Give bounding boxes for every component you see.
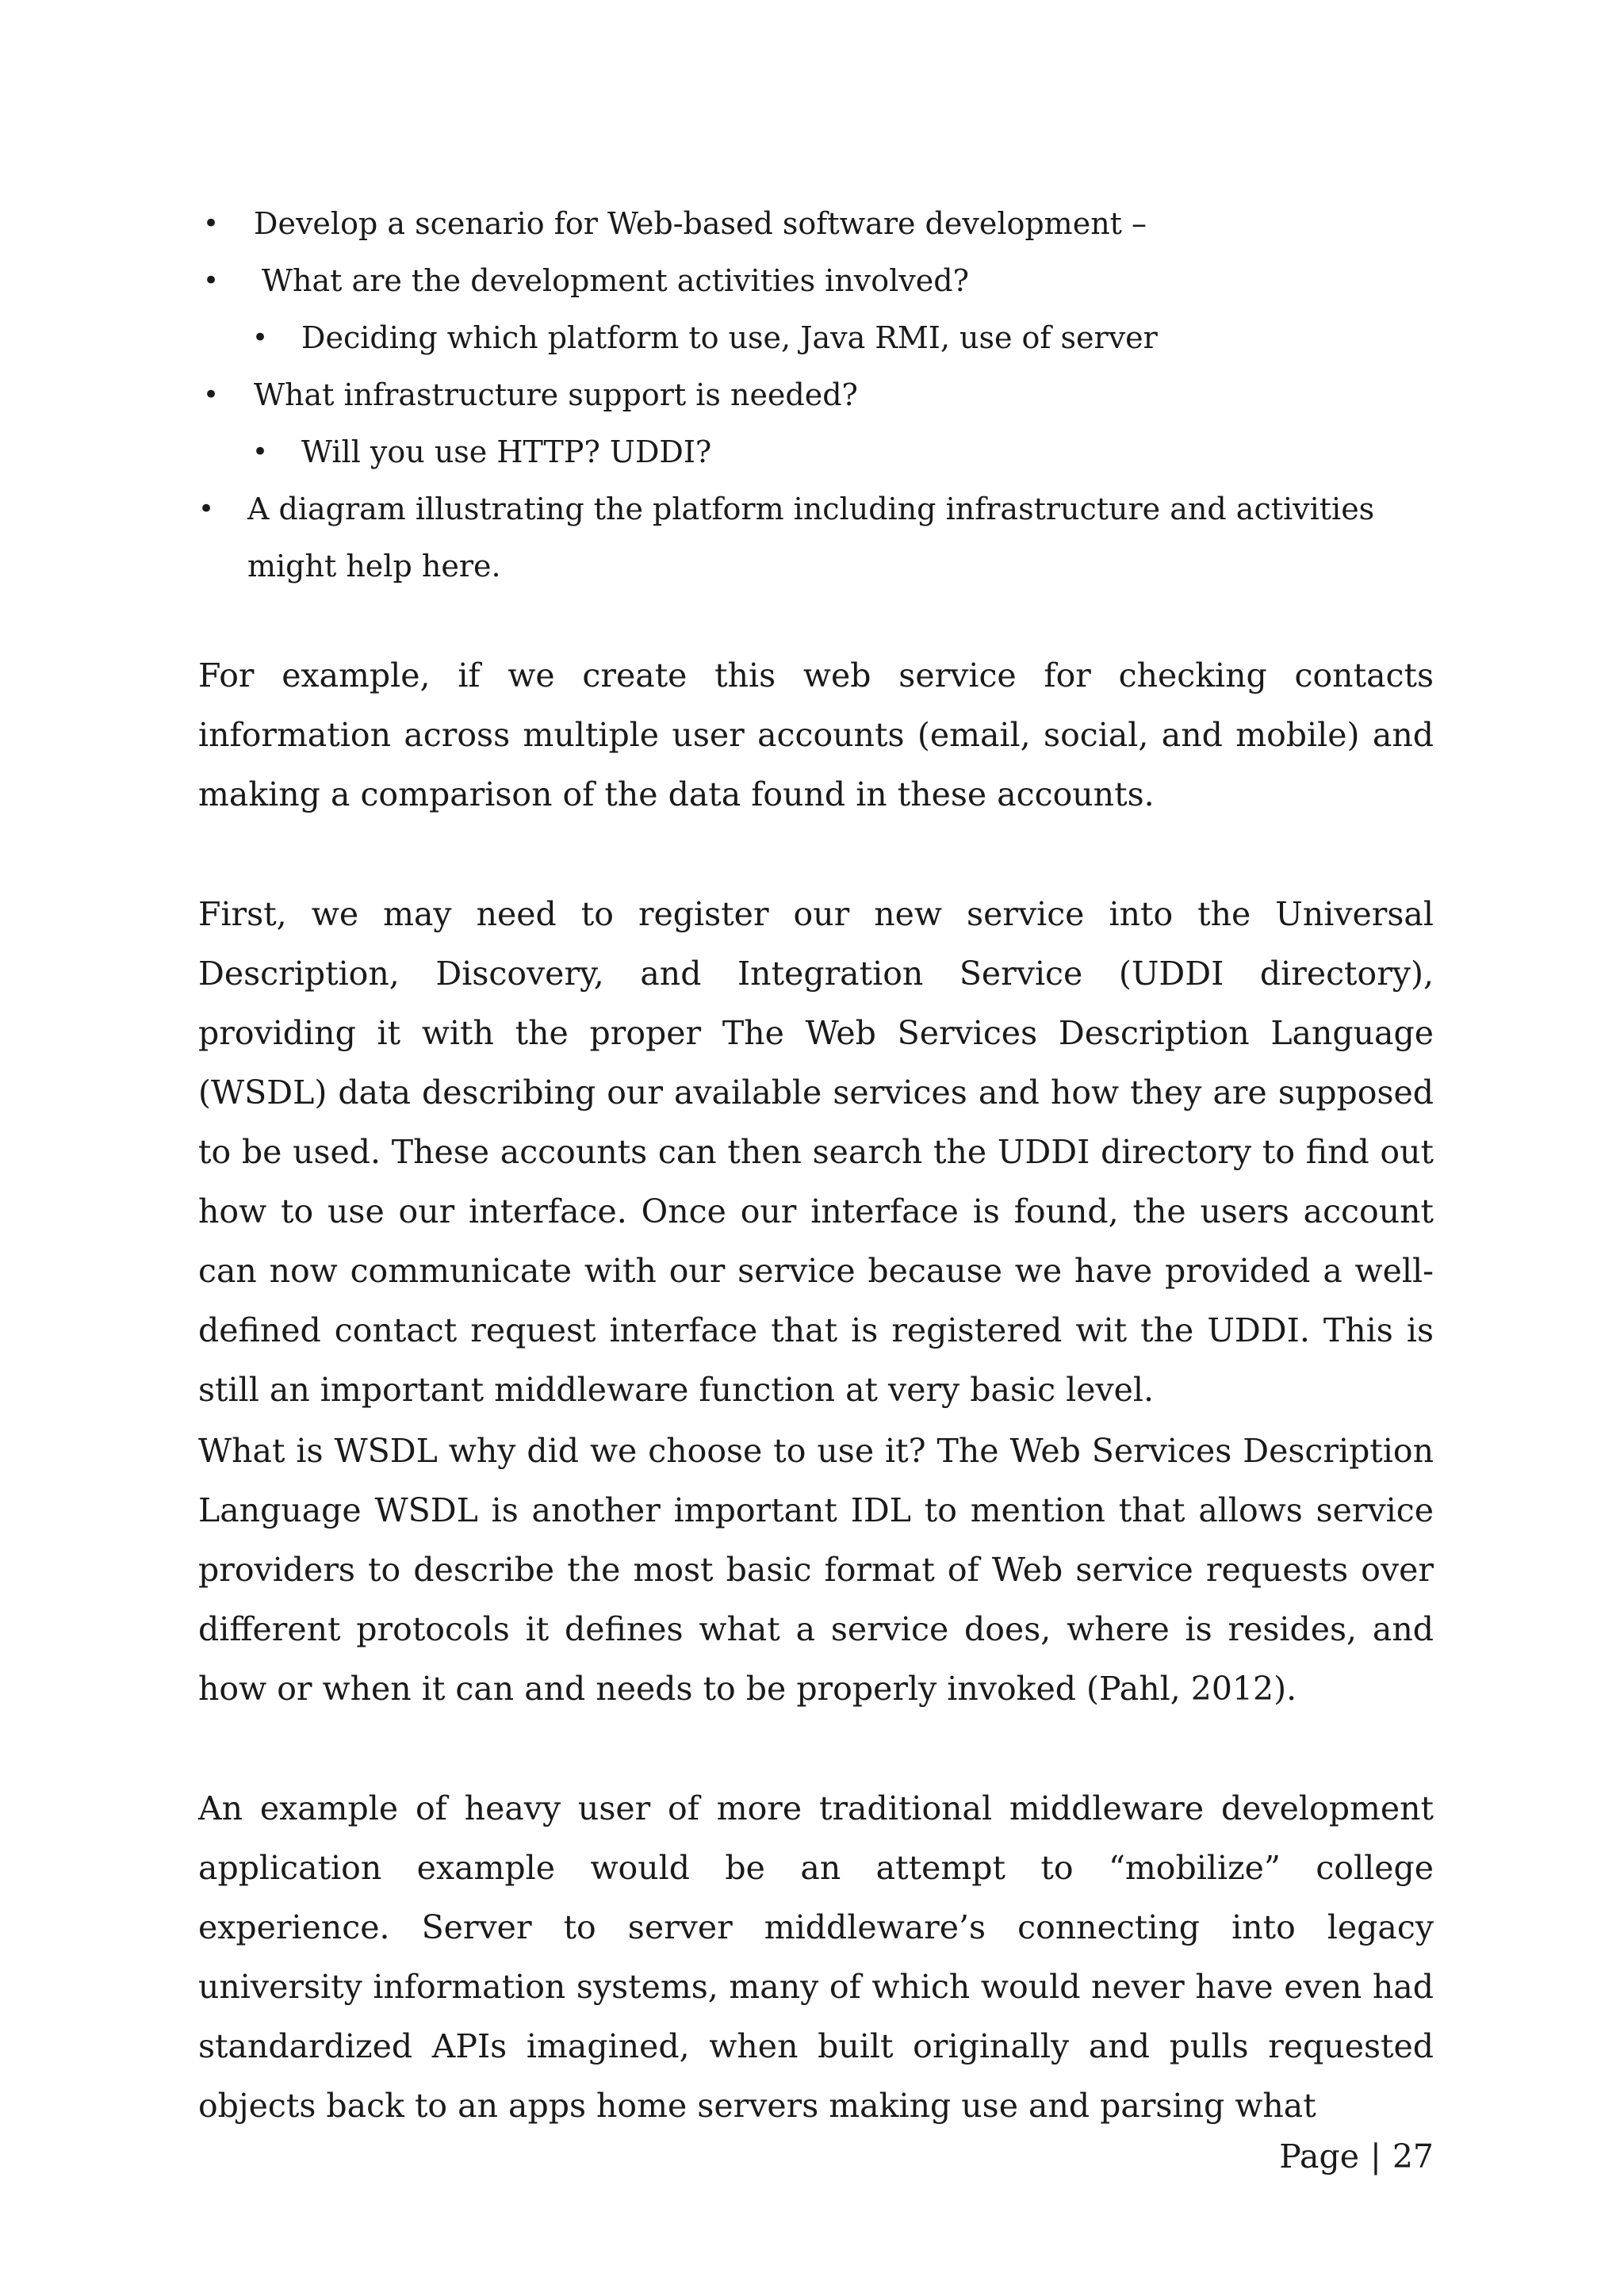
- bullet-text: What infrastructure support is needed?: [254, 377, 858, 412]
- bullet-item: [198, 366, 1443, 423]
- bullet-item: [198, 480, 1443, 595]
- bullet-icon: •: [203, 265, 220, 297]
- bullet-icon: •: [203, 208, 220, 239]
- bullet-text: Develop a scenario for Web-based software development –: [254, 206, 1147, 241]
- bullet-text: A diagram illustrating the platform including infrastructure and activities might help here.: [247, 492, 1375, 584]
- sub-bullet-item: [198, 309, 1443, 366]
- bullet-text: Will you use HTTP? UDDI?: [301, 434, 712, 469]
- bullet-text: What are the development activities involved?: [262, 263, 969, 298]
- sub-bullet-item: [198, 423, 1443, 480]
- paragraph-contacts-example: For example, if we create this web service for checking contacts information across multiple user accounts (email, social, and mobile) and making a comparison of the data found in these accounts.: [198, 656, 1434, 813]
- bullet-icon: •: [252, 322, 269, 354]
- paragraph-uddi-registration: First, we may need to register our new service into the Universal Description, Discovery, and Integration Service (UDDI directory), providing it with the proper The Web Services Description Language (WSDL) data describing our available services and how they are supposed to be used. These accounts can then search the UDDI directory to find out how to use our interface. Once our interface is found, the users account can now communicate with our service because we have provided a well-defined contact request interface that is registered wit the UDDI. This is still an important middleware function at very basic level.: [198, 895, 1434, 1409]
- footer-separator: |: [1370, 2137, 1381, 2175]
- page-label: Page: [1279, 2137, 1359, 2175]
- bullet-list: [198, 195, 1443, 595]
- bullet-icon: •: [252, 436, 269, 468]
- bullet-icon: •: [198, 493, 215, 525]
- bullet-item: [198, 195, 1443, 252]
- page-number-footer: [1279, 2133, 1434, 2180]
- page-number: 27: [1392, 2137, 1434, 2175]
- bullet-icon: •: [203, 379, 220, 411]
- paragraph-wsdl: What is WSDL why did we choose to use it? The Web Services Description Language WSDL is another important IDL to mention that allows service providers to describe the most basic format of Web service requests over different protocols it defines what a service does, where is resides, and how or when it can and needs to be properly invoked (Pahl, 2012).: [198, 1432, 1434, 1708]
- paragraph-middleware-example: An example of heavy user of more traditional middleware development application example would be an attempt to “mobilize” college experience. Server to server middleware’s connecting into legacy university information systems, many of which would never have even had standardized APIs imagined, when built originally and pulls requested objects back to an apps home servers making use and parsing what: [198, 1789, 1434, 2125]
- bullet-item: [198, 252, 1443, 309]
- bullet-text: Deciding which platform to use, Java RMI, use of server: [301, 320, 1158, 355]
